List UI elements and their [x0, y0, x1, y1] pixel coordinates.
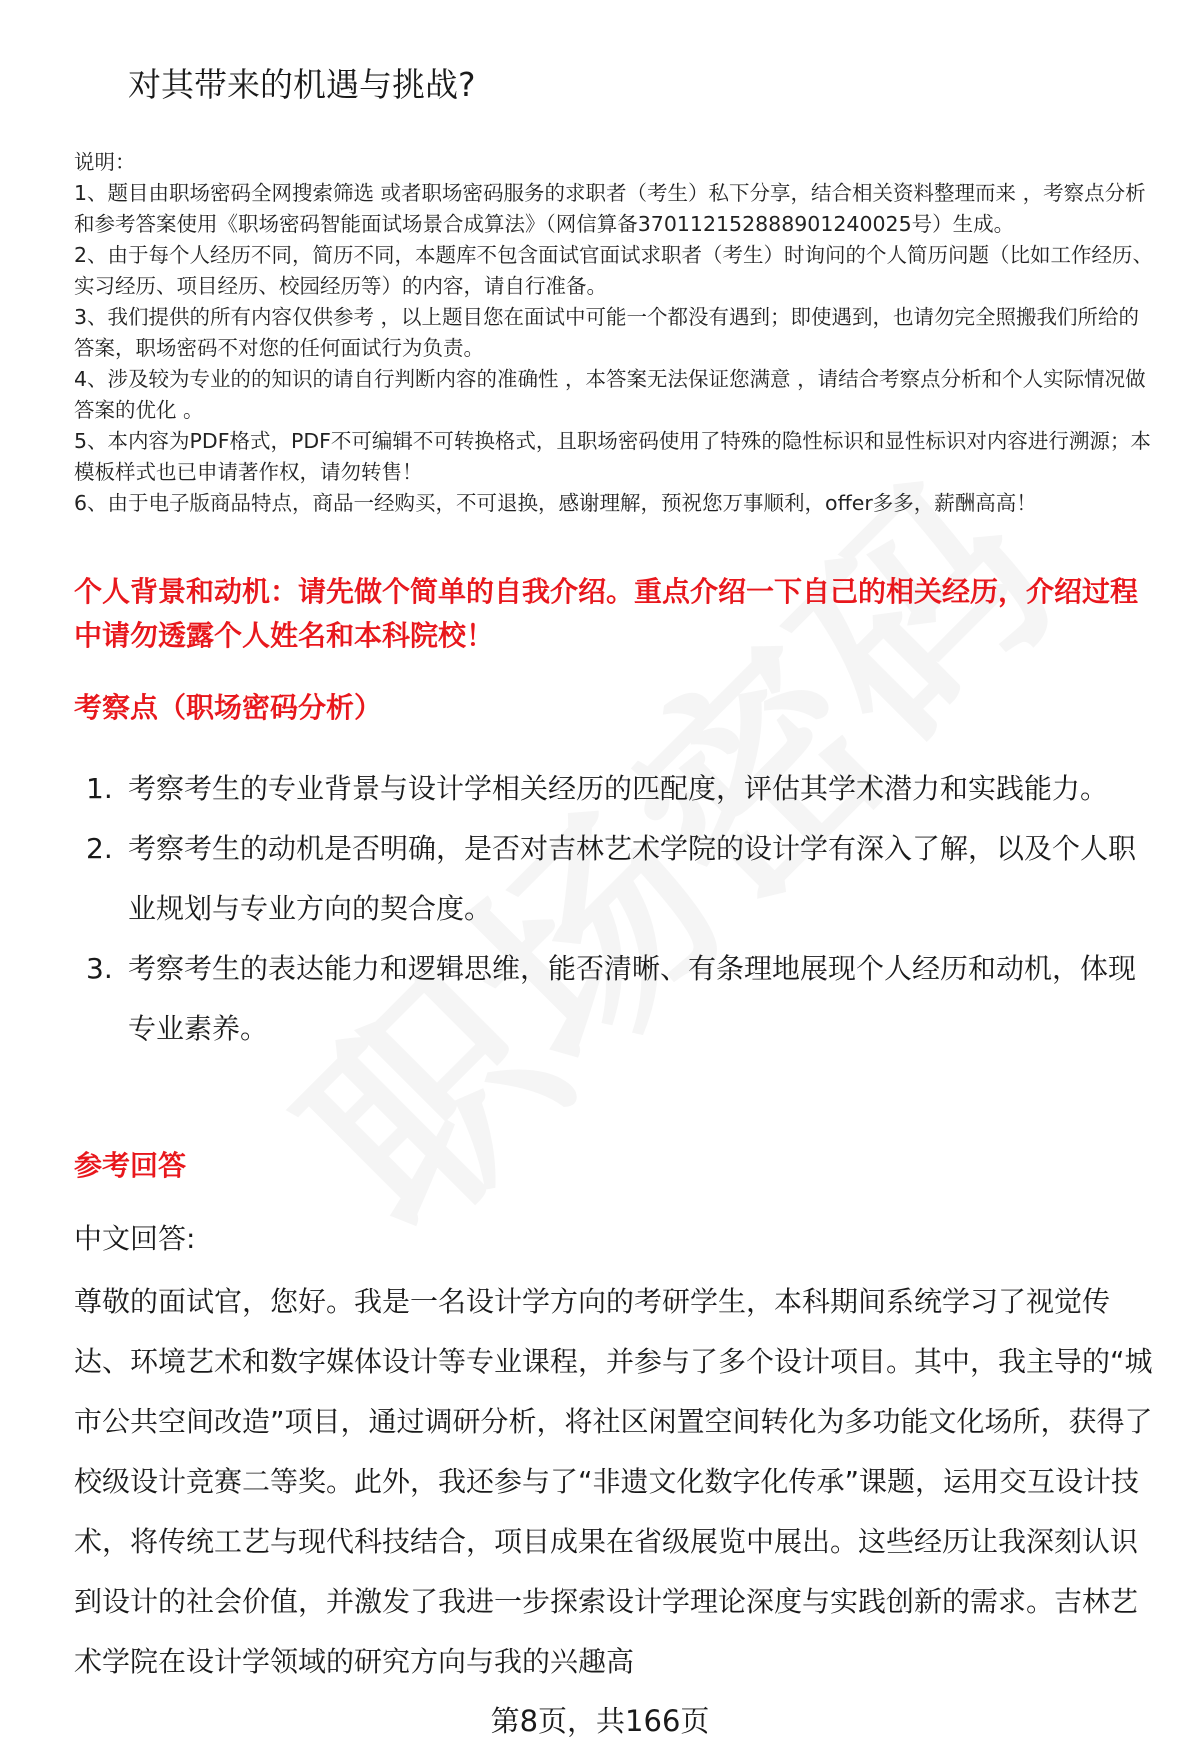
page-number: 第8页，共166页	[490, 1704, 710, 1738]
list-item-number: 3.	[86, 952, 113, 985]
list-item-text: 考察考生的表达能力和逻辑思维，能否清晰、有条理地展现个人经历和动机，体现专业素养。	[128, 952, 1137, 1045]
list-item	[74, 759, 1154, 819]
list-item-text: 考察考生的动机是否明确，是否对吉林艺术学院的设计学有深入了解，以及个人职业规划与专业方向的契合度。	[128, 832, 1137, 925]
analysis-list	[74, 759, 1154, 1059]
note-item: 1、题目由职场密码全网搜索筛选 或者职场密码服务的求职者（考生）私下分享，结合相关资料整理而来 ，考察点分析和参考答案使用《职场密码智能面试场景合成算法》（网信算备370112152888901240025号）生成。	[74, 181, 1146, 236]
answer-label: 中文回答:	[74, 1222, 196, 1255]
note-item: 5、本内容为PDF格式，PDF不可编辑不可转换格式，且职场密码使用了特殊的隐性标识和显性标识对内容进行溯源；本模板样式也已申请著作权，请勿转售！	[74, 429, 1151, 484]
list-item-text: 考察考生的专业背景与设计学相关经历的匹配度，评估其学术潜力和实践能力。	[128, 772, 1109, 805]
notes-label: 说明：	[74, 150, 136, 174]
answer-body: 尊敬的面试官，您好。我是一名设计学方向的考研学生，本科期间系统学习了视觉传达、环境艺术和数字媒体设计等专业课程，并参与了多个设计项目。其中，我主导的“城市公共空间改造”项目，通过调研分析，将社区闲置空间转化为多功能文化场所，获得了校级设计竞赛二等奖。此外，我还参与了“非遗文化数字化传承”课题，运用交互设计技术，将传统工艺与现代科技结合，项目成果在省级展览中展出。这些经历让我深刻认识到设计的社会价值，并激发了我进一步探索设计学理论深度与实践创新的需求。吉林艺术学院在设计学领域的研究方向与我的兴趣高	[74, 1285, 1153, 1678]
page-title: 对其带来的机遇与挑战?	[128, 65, 476, 104]
list-item-number: 1.	[86, 772, 113, 805]
note-item: 3、我们提供的所有内容仅供参考 ，以上题目您在面试中可能一个都没有遇到；即使遇到，也请勿完全照搬我们所给的答案，职场密码不对您的任何面试行为负责。	[74, 305, 1140, 360]
reference-heading: 参考回答	[74, 1149, 187, 1182]
list-item	[74, 939, 1154, 1059]
list-item-number: 2.	[86, 832, 113, 865]
list-item	[74, 819, 1154, 939]
analysis-heading: 考察点（职场密码分析）	[74, 691, 383, 724]
note-item: 4、涉及较为专业的的知识的请自行判断内容的准确性 ，本答案无法保证您满意 ，请结合考察点分析和个人实际情况做答案的优化 。	[74, 367, 1146, 422]
notes-section	[74, 147, 1154, 519]
question-heading: 个人背景和动机：请先做个简单的自我介绍。重点介绍一下自己的相关经历，介绍过程中请勿透露个人姓名和本科院校！	[74, 575, 1139, 652]
note-item: 2、由于每个人经历不同，简历不同，本题库不包含面试官面试求职者（考生）时询问的个人简历问题（比如工作经历、实习经历、项目经历、校园经历等）的内容，请自行准备。	[74, 243, 1154, 298]
note-item: 6、由于电子版商品特点，商品一经购买，不可退换，感谢理解，预祝您万事顺利，offer多多，薪酬高高！	[74, 491, 1037, 515]
